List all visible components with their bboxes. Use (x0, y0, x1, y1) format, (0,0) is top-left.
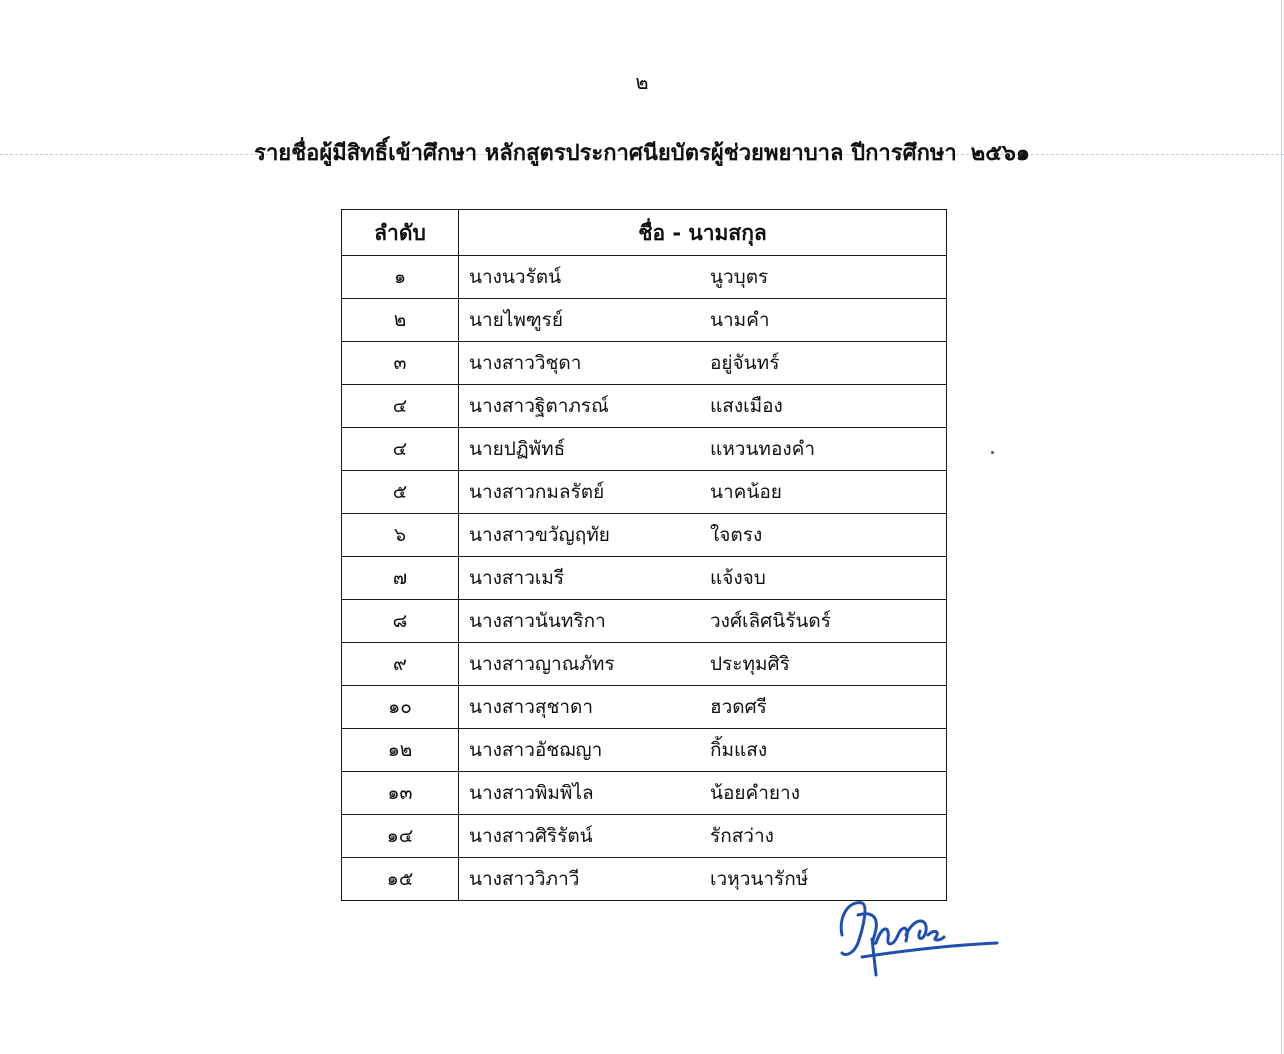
row-order: ๑๐ (342, 686, 459, 729)
table-row (342, 428, 947, 471)
table-row (342, 600, 947, 643)
row-name-cell (459, 815, 947, 858)
header-order: ลำดับ (342, 210, 459, 256)
header-name: ชื่อ - นามสกุล (459, 210, 947, 256)
row-surname: ฮวดศรี (710, 696, 767, 718)
row-given-name: นางสาววิภาวี (469, 868, 580, 890)
row-given-name: นายปฏิพัทธ์ (469, 438, 566, 460)
table-row (342, 557, 947, 600)
row-name-cell (459, 428, 947, 471)
row-order: ๔ (342, 385, 459, 428)
row-surname: แจ้งจบ (710, 567, 766, 589)
row-name-cell (459, 729, 947, 772)
row-given-name: นางสาวนันทริกา (469, 610, 606, 632)
row-order: ๗ (342, 557, 459, 600)
scan-speck (991, 451, 994, 454)
row-order: ๑๔ (342, 815, 459, 858)
row-order: ๑๕ (342, 858, 459, 901)
table-row (342, 643, 947, 686)
row-name-cell (459, 385, 947, 428)
row-surname: รักสว่าง (710, 825, 774, 847)
signature-image (832, 895, 1002, 980)
table-row (342, 514, 947, 557)
table-row (342, 686, 947, 729)
table-row (342, 471, 947, 514)
row-name-cell (459, 342, 947, 385)
row-given-name: นางสาวพิมพิไล (469, 782, 594, 804)
table-row (342, 342, 947, 385)
table-row (342, 299, 947, 342)
row-name-cell (459, 299, 947, 342)
row-order: ๒ (342, 299, 459, 342)
row-given-name: นางสาวศิริรัตน์ (469, 825, 593, 847)
row-given-name: นางสาวกมลรัตย์ (469, 481, 605, 503)
row-name-cell (459, 256, 947, 299)
row-given-name: นางสาวขวัญฤทัย (469, 524, 610, 546)
row-surname: นาคน้อย (710, 481, 782, 503)
row-surname: กิ้มแสง (710, 739, 768, 761)
row-surname: เวหุวนารักษ์ (710, 868, 809, 890)
row-surname: แสงเมือง (710, 395, 783, 417)
table-row (342, 815, 947, 858)
row-name-cell (459, 557, 947, 600)
row-surname: อยู่จันทร์ (710, 352, 780, 374)
row-given-name: นางสาวสุชาดา (469, 696, 594, 718)
row-order: ๙ (342, 643, 459, 686)
row-order: ๕ (342, 471, 459, 514)
document-title-text: รายชื่อผู้มีสิทธิ์เข้าศึกษา หลักสูตรประกาศนียบัตรผู้ช่วยพยาบาล ปีการศึกษา (254, 141, 957, 166)
page-number: ๒ (635, 70, 649, 94)
row-given-name: นางนวรัตน์ (469, 266, 562, 288)
table-row (342, 772, 947, 815)
table-row (342, 729, 947, 772)
row-given-name: นางสาวอัชฌญา (469, 739, 603, 761)
row-surname: ใจตรง (710, 524, 763, 546)
row-surname: วงศ์เลิศนิรันดร์ (710, 610, 831, 632)
table-row (342, 385, 947, 428)
row-surname: แหวนทองคำ (710, 438, 816, 460)
table-row (342, 256, 947, 299)
row-name-cell (459, 600, 947, 643)
row-order: ๑ (342, 256, 459, 299)
admission-list-table (341, 209, 947, 901)
row-name-cell (459, 772, 947, 815)
table-body (342, 256, 947, 901)
row-surname: ประทุมศิริ (710, 653, 790, 675)
row-surname: นูวบุตร (710, 266, 769, 288)
row-given-name: นางสาวฐิตาภรณ์ (469, 395, 609, 417)
row-order: ๘ (342, 600, 459, 643)
row-name-cell (459, 643, 947, 686)
row-order: ๔ (342, 428, 459, 471)
row-order: ๑๓ (342, 772, 459, 815)
table-header-row (342, 210, 947, 256)
row-given-name: นางสาวเมรี (469, 567, 565, 589)
row-given-name: นางสาววิชุดา (469, 352, 582, 374)
row-surname: น้อยคำยาง (710, 782, 800, 804)
document-title (0, 137, 1284, 171)
row-order: ๖ (342, 514, 459, 557)
row-given-name: นายไพฑูรย์ (469, 309, 563, 331)
row-name-cell (459, 686, 947, 729)
row-given-name: นางสาวญาณภัทร (469, 653, 615, 675)
document-title-year: ๒๕๖๑ (970, 141, 1030, 166)
row-order: ๑๒ (342, 729, 459, 772)
row-name-cell (459, 514, 947, 557)
row-order: ๓ (342, 342, 459, 385)
row-name-cell (459, 471, 947, 514)
row-surname: นามคำ (710, 309, 770, 331)
